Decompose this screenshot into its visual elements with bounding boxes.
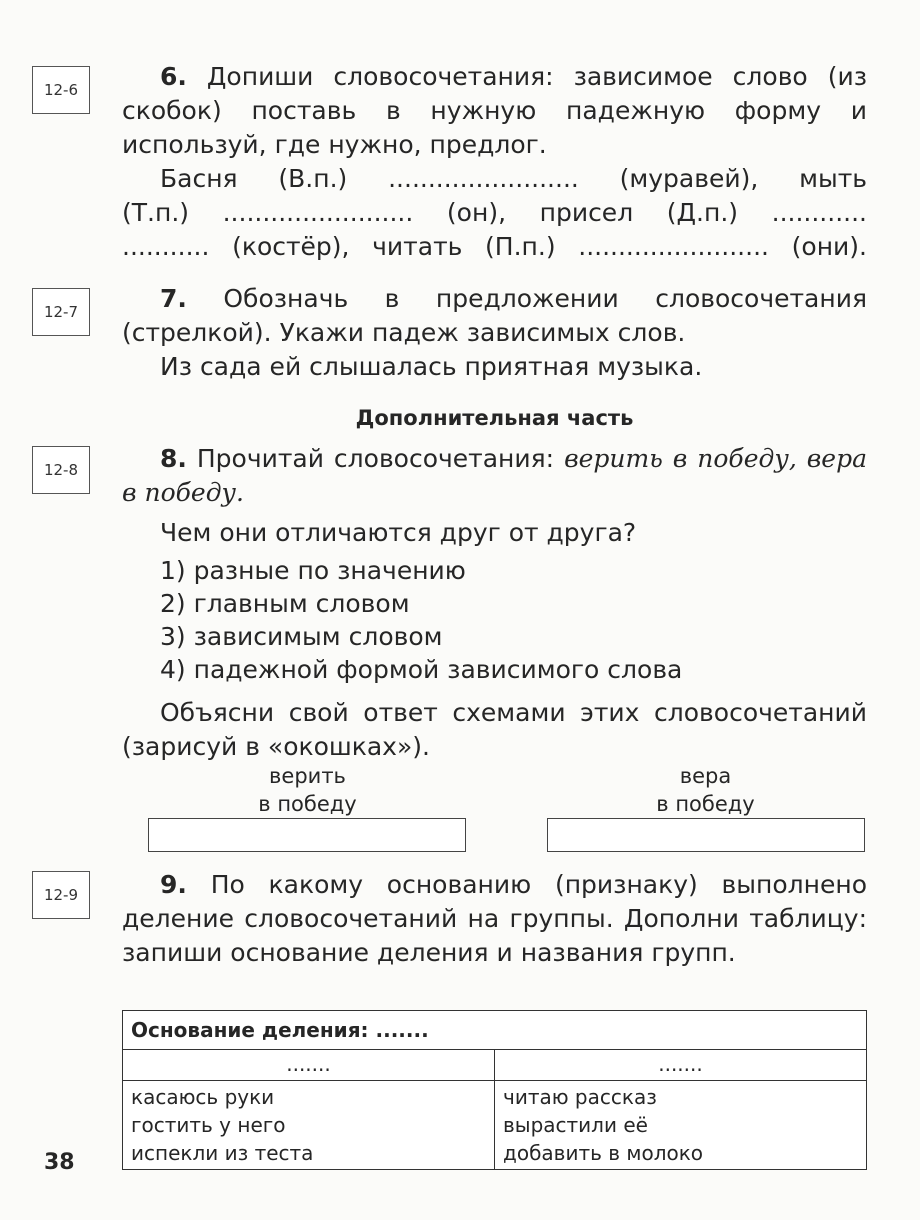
task-6-line-1: Басня (В.п.) ........................ (муравей), мыть xyxy=(160,164,867,193)
list-item: добавить в молоко xyxy=(503,1141,704,1165)
task-8-options xyxy=(160,554,867,686)
task-code-12-8: 12-8 xyxy=(32,446,90,494)
task-7 xyxy=(122,282,867,384)
task-8-text: Прочитай словосочетания: xyxy=(196,444,555,473)
table-header[interactable]: Основание деления: ....... xyxy=(123,1011,867,1050)
scheme-right-label xyxy=(548,762,863,818)
task-9-number: 9. xyxy=(160,870,187,899)
list-item: испекли из теста xyxy=(131,1141,314,1165)
task-9 xyxy=(122,868,867,970)
task-7-sentence: Из сада ей слышалась приятная музыка. xyxy=(160,352,703,381)
table-column-left xyxy=(123,1081,495,1170)
task-9-table xyxy=(122,1010,867,1170)
group-label-right[interactable]: ....... xyxy=(495,1050,867,1081)
page-number: 38 xyxy=(44,1150,75,1175)
task-6-number: 6. xyxy=(160,62,187,91)
task-6 xyxy=(122,60,867,264)
table-column-right xyxy=(495,1081,867,1170)
task-8-explain: Объясни свой ответ схемами этих словосочетаний (зарисуй в «окошках»). xyxy=(122,698,867,761)
task-code-12-6: 12-6 xyxy=(32,66,90,114)
task-7-number: 7. xyxy=(160,284,187,313)
task-8-question: Чем они отличаются друг от друга? xyxy=(160,518,637,547)
extra-part-title: Дополнительная часть xyxy=(355,406,634,430)
list-item: читаю рассказ xyxy=(503,1085,657,1109)
task-8 xyxy=(122,442,867,764)
task-6-line-2: (Т.п.) ........................ (он), присел (Д.п.) ............ xyxy=(122,198,867,227)
scheme-left-word-1: верить xyxy=(269,764,346,788)
scheme-right-box[interactable] xyxy=(547,818,865,852)
task-6-text: Допиши словосочетания: зависимое слово (из скобок) поставь в нужную падежную форму и используй, где нужно, предлог. xyxy=(122,62,867,159)
task-8-phrases: верить в победу, вера в победу. xyxy=(122,444,867,507)
list-item: вырастили её xyxy=(503,1113,648,1137)
group-label-left[interactable]: ....... xyxy=(123,1050,495,1081)
task-8-number: 8. xyxy=(160,444,187,473)
scheme-left-box[interactable] xyxy=(148,818,466,852)
scheme-left-label xyxy=(150,762,465,818)
task-7-text: Обозначь в предложении словосочетания (стрелкой). Укажи падеж зависимых слов. xyxy=(122,284,867,347)
task-code-12-7: 12-7 xyxy=(32,288,90,336)
scheme-right-word-2: в победу xyxy=(656,792,755,816)
task-code-12-9: 12-9 xyxy=(32,871,90,919)
list-item: касаюсь руки xyxy=(131,1085,275,1109)
option-2[interactable]: 2) главным словом xyxy=(160,589,410,618)
scheme-right-word-1: вера xyxy=(679,764,732,788)
list-item: гостить у него xyxy=(131,1113,286,1137)
option-1[interactable]: 1) разные по значению xyxy=(160,556,466,585)
option-4[interactable]: 4) падежной формой зависимого слова xyxy=(160,655,683,684)
scheme-left-word-2: в победу xyxy=(258,792,357,816)
option-3[interactable]: 3) зависимым словом xyxy=(160,622,443,651)
task-6-line-3: ........... (костёр), читать (П.п.) ........................ (они). xyxy=(122,232,867,261)
task-9-text: По какому основанию (признаку) выполнено деление словосочетаний на группы. Дополни таблицу: запиши основание деления и названия групп. xyxy=(122,870,867,967)
